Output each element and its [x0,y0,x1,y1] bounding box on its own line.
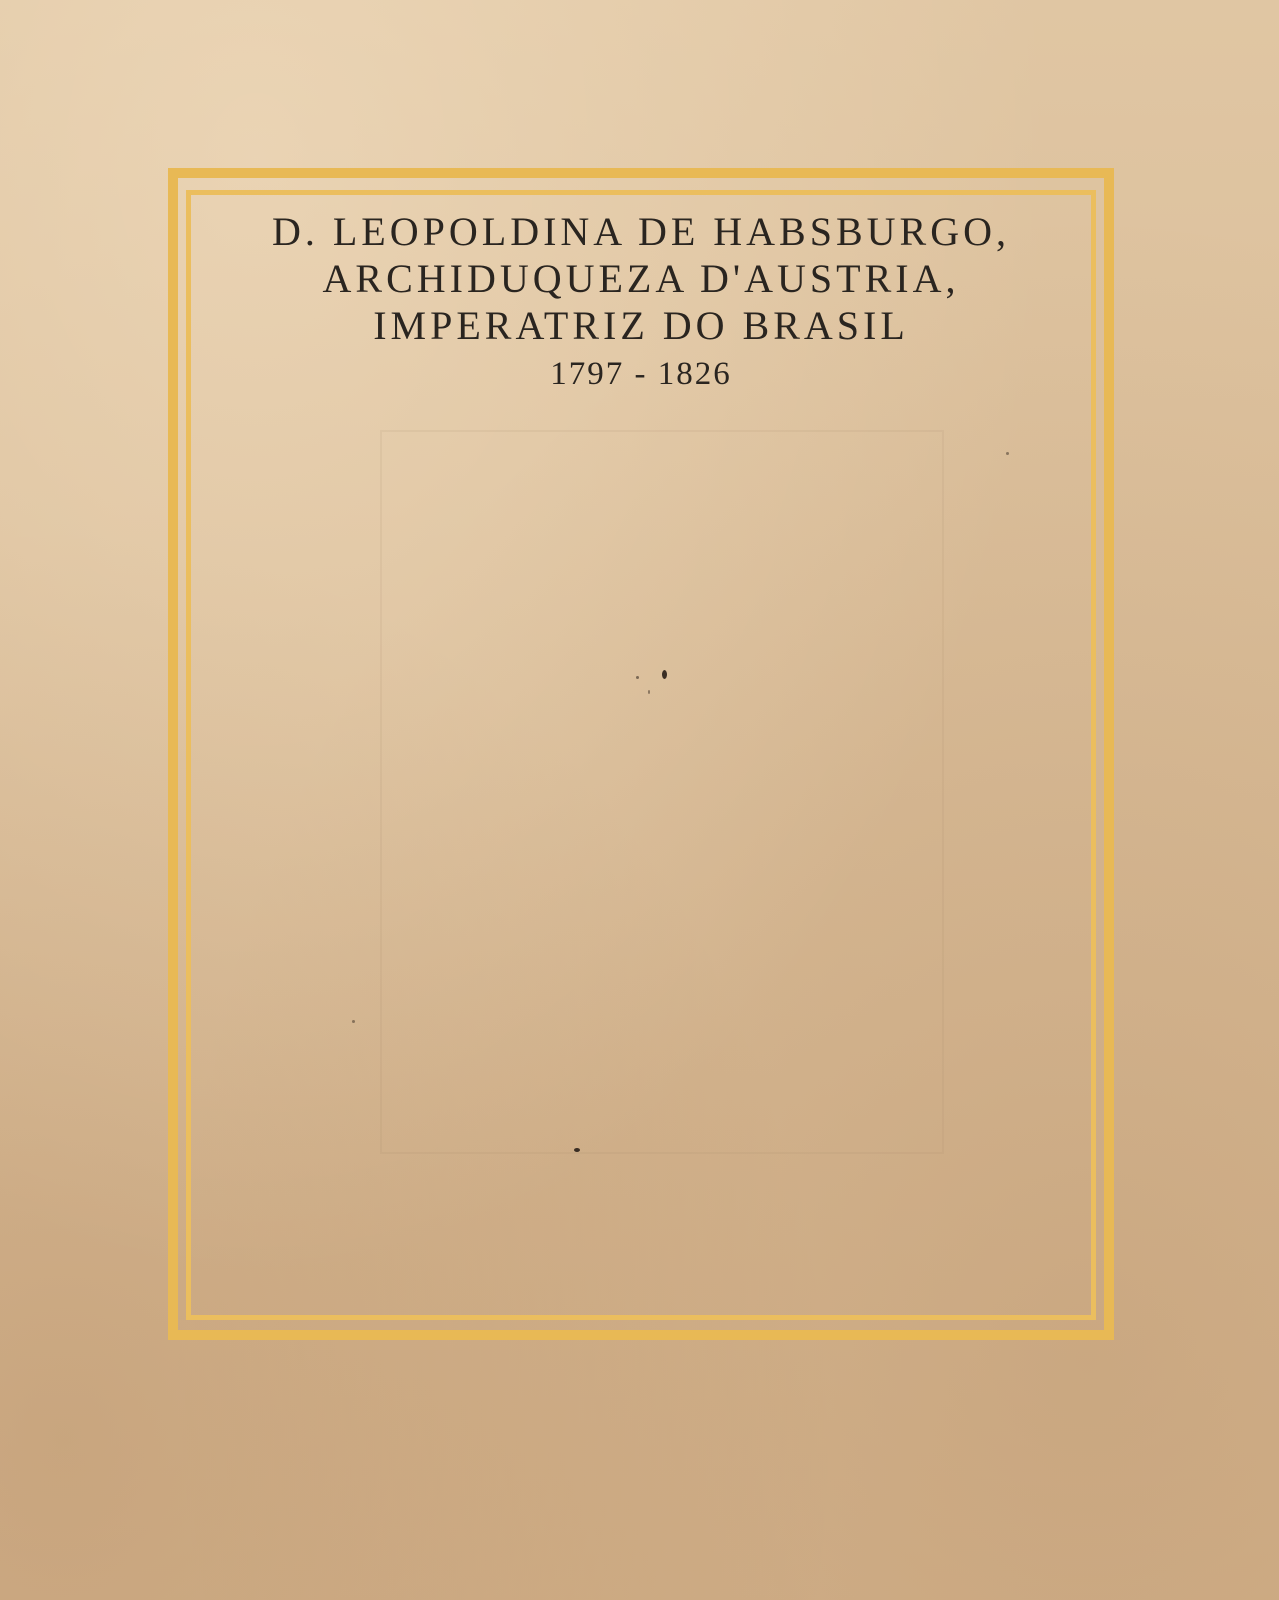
ink-speck [574,1148,580,1152]
ink-speck [636,676,639,679]
ink-speck [662,670,667,679]
life-dates: 1797 - 1826 [550,356,732,392]
ink-speck [1006,452,1009,455]
ink-speck [352,1020,355,1023]
title-line-1: D. LEOPOLDINA DE HABSBURGO, [271,209,1011,254]
title-line-2: ARCHIDUQUEZA D'AUSTRIA, [322,256,960,301]
title-block [186,208,1096,397]
ink-speck [648,690,650,694]
title-line-3: IMPERATRIZ DO BRASIL [373,303,909,348]
